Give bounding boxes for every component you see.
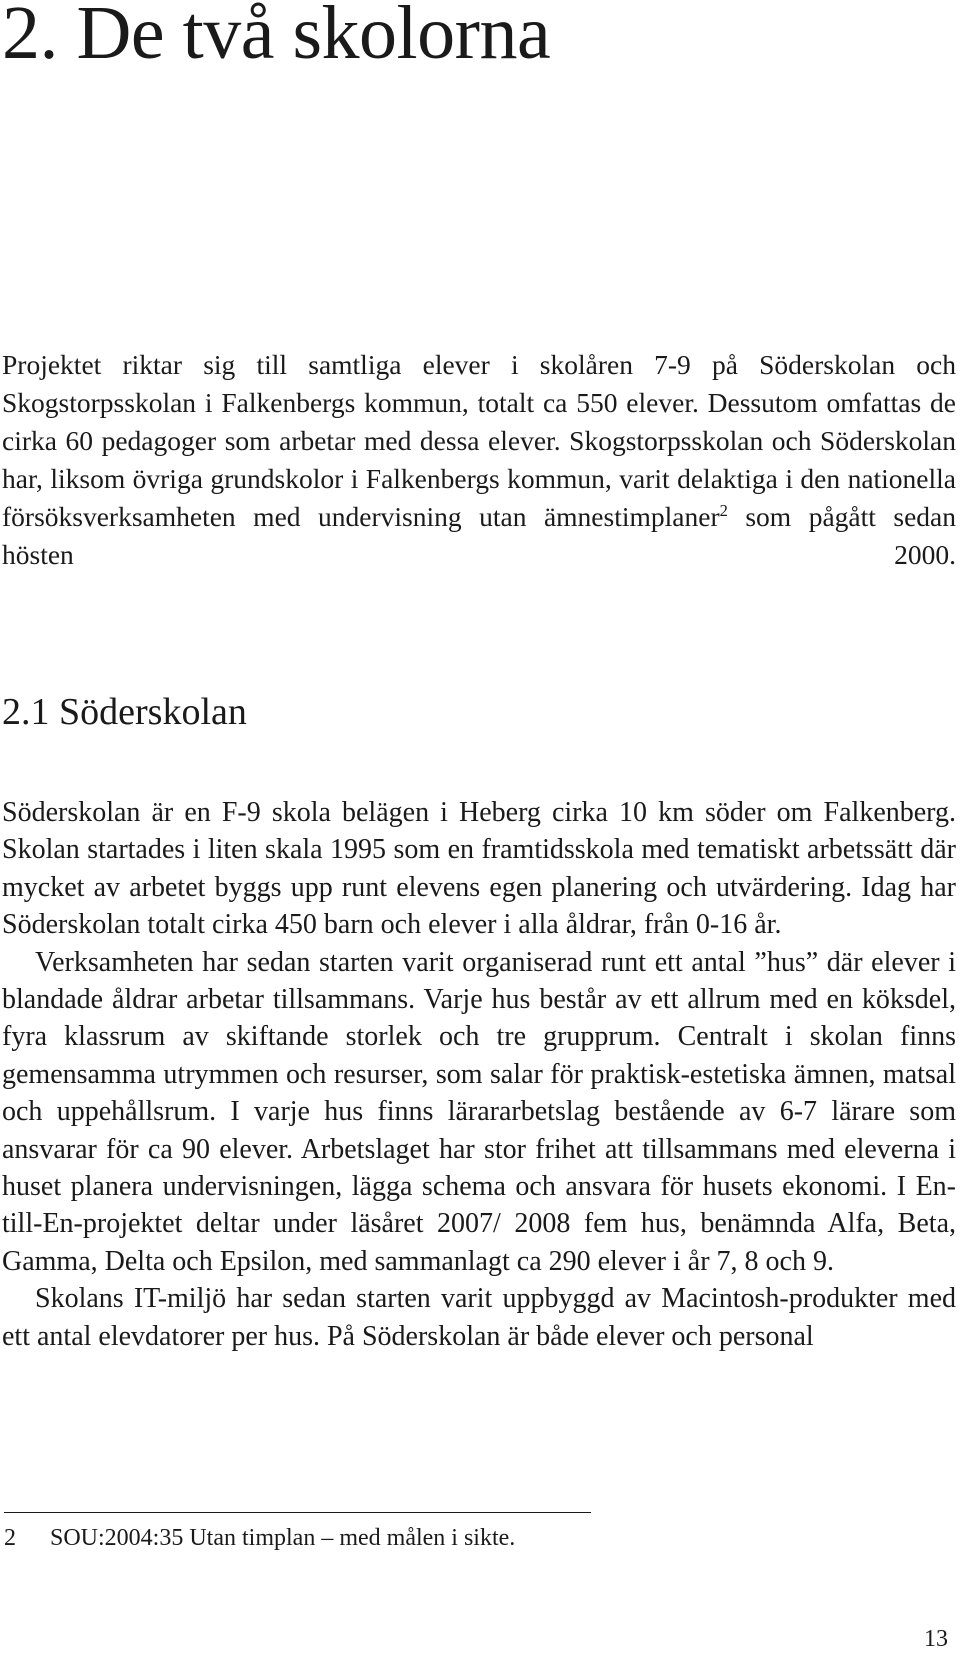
- intro-text: Projektet riktar sig till samtliga elever i skolåren 7-9 på Söderskolan och Skogstorpsskolan i Falkenbergs kommun, totalt ca 550 elever. Dessutom omfattas de cirka 60 pedagoger som arbetar med dessa elever. Skogstorpsskolan och Söderskolan har, liksom övriga grundskolor i Falkenbergs kommun, varit delaktiga i den nationella försöksverksamheten med undervisning utan ämnestimplaner: [2, 349, 956, 532]
- footnote-number: 2: [4, 1525, 16, 1551]
- intro-text-end: som pågått sedan hösten 2000.: [2, 501, 957, 570]
- section-body: [2, 794, 956, 1355]
- body-paragraph-1: Söderskolan är en F-9 skola belägen i Heberg cirka 10 km söder om Falkenberg. Skolan startades i liten skala 1995 som en framtidsskola med tematiskt arbetssätt där mycket av arbetet byggs upp runt elevens egen planering och utvärdering. Idag har Söderskolan totalt cirka 450 barn och elever i alla åldrar, från 0-16 år.: [2, 797, 956, 941]
- section-heading: 2.1 Söderskolan: [2, 691, 247, 733]
- body-paragraph-3: Skolans IT-miljö har sedan starten varit uppbyggd av Macintosh-produkter med ett antal elevdatorer per hus. På Söderskolan är både elever och personal: [2, 1283, 956, 1352]
- chapter-title: 2. De två skolorna: [2, 0, 551, 75]
- page-number: 13: [924, 1626, 948, 1652]
- intro-paragraph: [2, 346, 956, 574]
- footnote-divider: [4, 1512, 591, 1513]
- body-paragraph-2: Verksamheten har sedan starten varit organiserad runt ett antal ”hus” där elever i blandade åldrar arbetar tillsammans. Varje hus består av ett allrum med en köksdel, fyra klassrum av skiftande storlek och tre grupprum. Centralt i skolan finns gemensamma utrymmen och resurser, som salar för praktisk-estetiska ämnen, matsal och uppehållsrum. I varje hus finns lärararbetslag bestående av 6-7 lärare som ansvarar för ca 90 elever. Arbetslaget har stor frihet att tillsammans med eleverna i huset planera undervisningen, lägga schema och ansvara för husets ekonomi. I En-till-En-projektet deltar under läsåret 2007/ 2008 fem hus, benämnda Alfa, Beta, Gamma, Delta och Epsilon, med sammanlagt ca 290 elever i år 7, 8 och 9.: [2, 946, 956, 1277]
- footnote: [4, 1522, 904, 1554]
- footnote-text: SOU:2004:35 Utan timplan – med målen i sikte.: [50, 1525, 516, 1551]
- footnote-reference[interactable]: 2: [719, 500, 728, 520]
